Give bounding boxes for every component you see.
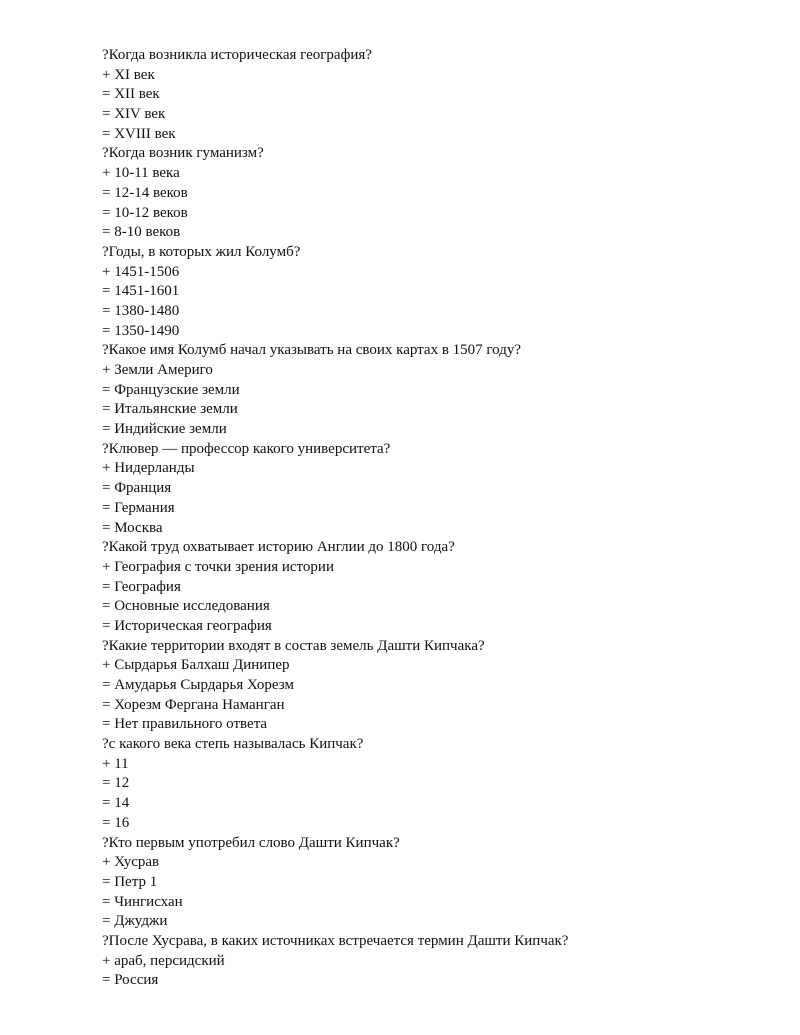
document-page: [102, 46, 780, 991]
answer-option: = Петр 1: [102, 873, 158, 890]
answer-option: = 14: [102, 795, 130, 812]
answer-option: = Итальянские земли: [102, 401, 238, 418]
question-line: ?Какой труд охватывает историю Англии до 1800 года?: [102, 539, 455, 556]
answer-correct: + XI век: [102, 66, 155, 83]
answer-correct: + Сырдарья Балхаш Динипер: [102, 657, 290, 674]
question-line: ?Клювер — профессор какого университета?: [102, 440, 391, 457]
answer-option: = Основные исследования: [102, 598, 270, 615]
answer-option: = 1380-1480: [102, 302, 180, 319]
answer-correct: + 11: [102, 755, 129, 772]
answer-option: = Россия: [102, 972, 159, 989]
answer-option: = XII век: [102, 86, 160, 103]
answer-option: = 12-14 веков: [102, 184, 188, 201]
answer-correct: + География с точки зрения истории: [102, 558, 334, 575]
answer-option: = Франция: [102, 480, 172, 497]
answer-correct: + араб, персидский: [102, 952, 225, 969]
answer-correct: + Хусрав: [102, 854, 160, 871]
answer-option: = Германия: [102, 499, 175, 516]
question-line: ?После Хусрава, в каких источниках встречается термин Дашти Кипчак?: [102, 932, 569, 949]
answer-option: = 10-12 веков: [102, 204, 188, 221]
question-line: ?Годы, в которых жил Колумб?: [102, 243, 301, 260]
answer-option: = XVIII век: [102, 125, 176, 142]
answer-option: = 1350-1490: [102, 322, 180, 339]
answer-option: = Нет правильного ответа: [102, 716, 268, 733]
answer-option: = 12: [102, 775, 130, 792]
question-line: ?Какое имя Колумб начал указывать на своих картах в 1507 году?: [102, 342, 522, 359]
answer-option: = Чингисхан: [102, 893, 183, 910]
answer-option: = XIV век: [102, 106, 166, 123]
answer-option: = Джуджи: [102, 913, 168, 930]
answer-option: = 16: [102, 814, 130, 831]
answer-correct: + Земли Америго: [102, 362, 213, 378]
question-line: ?с какого века степь называлась Кипчак?: [102, 736, 364, 753]
answer-option: = География: [102, 578, 181, 595]
question-line: ?Кто первым употребил слово Дашти Кипчак?: [102, 834, 400, 851]
answer-option: = 1451-1601: [102, 283, 180, 300]
answer-correct: + 10-11 века: [102, 165, 180, 182]
question-line: ?Какие территории входят в состав земель Дашти Кипчака?: [102, 637, 485, 654]
answer-option: = Хорезм Фергана Наманган: [102, 696, 285, 713]
answer-option: = Амударья Сырдарья Хорезм: [102, 677, 294, 693]
answer-option: = Москва: [102, 519, 163, 536]
answer-option: = 8-10 веков: [102, 224, 181, 241]
answer-option: = Французские земли: [102, 381, 240, 398]
answer-option: = Индийские земли: [102, 421, 227, 438]
question-line: ?Когда возникла историческая география?: [102, 47, 372, 63]
answer-correct: + 1451-1506: [102, 263, 180, 280]
answer-correct: + Нидерланды: [102, 460, 195, 477]
question-line: ?Когда возник гуманизм?: [102, 145, 264, 162]
answer-option: = Историческая география: [102, 617, 272, 634]
